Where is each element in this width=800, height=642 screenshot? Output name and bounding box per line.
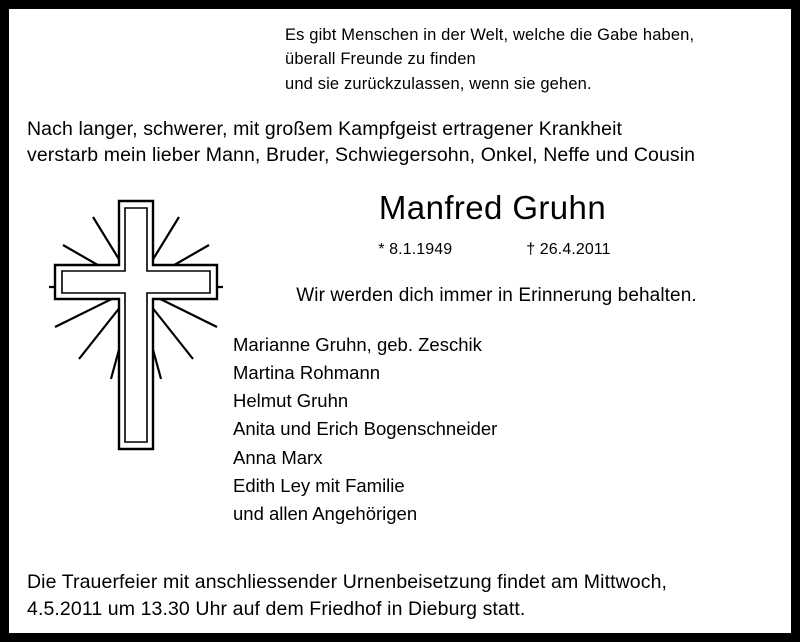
mourner-name: Edith Ley mit Familie: [233, 474, 405, 496]
mourner-name: Marianne Gruhn, geb. Zeschik: [233, 334, 482, 356]
intro-line: Nach langer, schwerer, mit großem Kampfgeist ertragener Krankheit: [27, 117, 623, 140]
cross-with-rays-icon: [41, 187, 231, 457]
middle-section: [27, 175, 773, 569]
birth-date: * 8.1.1949: [378, 241, 453, 259]
intro-block: [27, 116, 773, 169]
poem-block: [27, 23, 773, 96]
memorial-line: Wir werden dich immer in Erinnerung behalten.: [296, 285, 697, 307]
mourner-name: Anna Marx: [233, 446, 323, 468]
notice-inner-frame: [9, 9, 791, 633]
funeral-details-line: 4.5.2011 um 13.30 Uhr auf dem Friedhof in Dieburg statt.: [27, 598, 526, 621]
deceased-block: [242, 175, 773, 307]
mourner-name: Helmut Gruhn: [233, 390, 349, 412]
poem-line: Es gibt Menschen in der Welt, welche die Gabe haben,: [285, 26, 695, 44]
mourner-name: Martina Rohmann: [233, 362, 381, 384]
funeral-details: [27, 569, 773, 623]
death-date: † 26.4.2011: [526, 241, 611, 259]
funeral-details-line: Die Trauerfeier mit anschliessender Urnenbeisetzung findet am Mittwoch,: [27, 571, 668, 594]
deceased-name: Manfred Gruhn: [378, 189, 607, 227]
mourner-name: und allen Angehörigen: [233, 502, 418, 524]
life-dates: [242, 241, 773, 259]
intro-line: verstarb mein lieber Mann, Bruder, Schwiegersohn, Onkel, Neffe und Cousin: [27, 144, 696, 167]
poem-line: und sie zurückzulassen, wenn sie gehen.: [285, 74, 592, 93]
mourner-name: Anita und Erich Bogenschneider: [233, 418, 498, 440]
poem-line: überall Freunde zu finden: [285, 50, 476, 69]
